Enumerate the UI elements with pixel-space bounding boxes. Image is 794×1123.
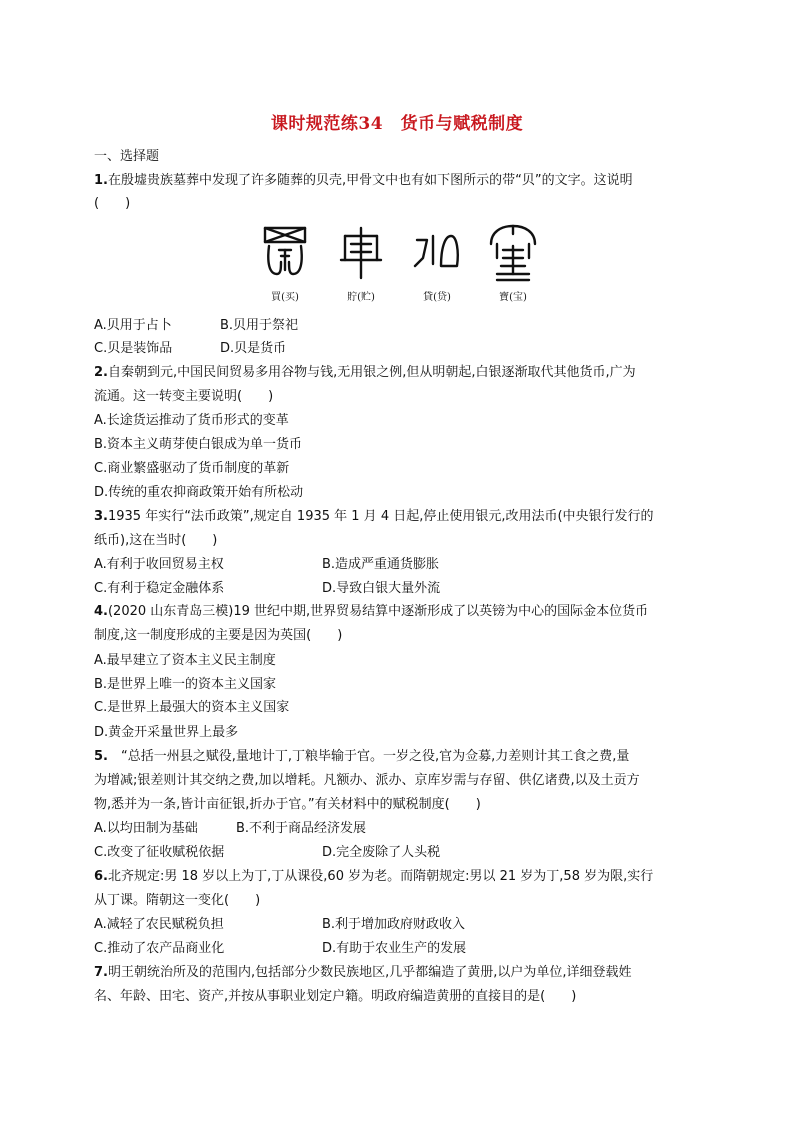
q1-option-d: D.贝是货币 <box>220 341 287 356</box>
q3-option-b: B.造成严重通货膨胀 <box>322 557 440 572</box>
q3-text-1: 1935 年实行“法币政策”,规定自 1935 年 1 月 4 日起,停止使用银元,改用法币(中央银行发行的 <box>107 509 654 524</box>
q7-text-1: 明王朝统治所及的范围内,包括部分少数民族地区,几乎都编造了黄册,以户为单位,详细登载姓 <box>107 965 632 980</box>
oracle-glyph-bao-image <box>483 222 543 284</box>
q5-option-d: D.完全废除了人头税 <box>322 845 441 860</box>
q4-line2: 制度,这一制度形成的主要是因为英国( ) <box>94 628 343 643</box>
q6-option-b: B.利于增加政府财政收入 <box>322 917 466 932</box>
q2-option-a: A.长途货运推动了货币形式的变革 <box>94 413 289 428</box>
q5-text-1: “总括一州县之赋役,量地计丁,丁粮毕输于官。一岁之役,官为佥募,力差则计其工食之费,量 <box>107 749 630 764</box>
q5-option-a: A.以均田制为基础 <box>94 821 198 836</box>
figure-caption-zhu: 貯(贮) <box>347 292 375 303</box>
q1-number: 1. <box>94 173 108 188</box>
q3-option-a: A.有利于收回贸易主权 <box>94 557 224 572</box>
q4-option-a: A.最早建立了资本主义民主制度 <box>94 653 276 668</box>
q2-option-d: D.传统的重农抑商政策开始有所松动 <box>94 485 304 500</box>
oracle-glyph-dai-image <box>407 222 467 284</box>
q4-option-c: C.是世界上最强大的资本主义国家 <box>94 700 290 715</box>
q2-text-1: 自秦朝到元,中国民间贸易多用谷物与钱,无用银之例,但从明朝起,白银逐渐取代其他货币,广为 <box>107 365 636 380</box>
q4-option-b: B.是世界上唯一的资本主义国家 <box>94 677 277 692</box>
q7-line1 <box>94 965 632 981</box>
oracle-glyph-zhu-image <box>331 222 391 284</box>
q7-number: 7. <box>94 965 108 980</box>
q6-option-d: D.有助于农业生产的发展 <box>322 941 467 956</box>
figure-caption-dai: 貸(贷) <box>423 292 451 303</box>
q2-option-b: B.资本主义萌芽使白银成为单一货币 <box>94 437 303 452</box>
figure-caption-bao: 寶(宝) <box>499 292 527 303</box>
q4-text-1: (2020 山东青岛三模)19 世纪中期,世界贸易结算中逐渐形成了以英镑为中心的国际金本位货币 <box>107 604 649 619</box>
q1-option-b: B.贝用于祭祀 <box>220 318 299 333</box>
q2-number: 2. <box>94 365 108 380</box>
q5-option-b: B.不利于商品经济发展 <box>236 821 367 836</box>
q4-number: 4. <box>94 604 108 619</box>
q6-line2: 从丁课。隋朝这一变化( ) <box>94 893 261 908</box>
q3-line2: 纸币),这在当时( ) <box>94 533 218 548</box>
q6-option-c: C.推动了农产品商业化 <box>94 941 225 956</box>
oracle-bone-figure <box>255 222 545 306</box>
q4-line1 <box>94 604 648 620</box>
section-heading: 一、选择题 <box>94 149 160 164</box>
q1-option-a: A.贝用于占卜 <box>94 318 172 333</box>
page-title: 课时规范练34 货币与赋税制度 <box>270 114 524 134</box>
q6-option-a: A.减轻了农民赋税负担 <box>94 917 224 932</box>
q5-number: 5. <box>94 749 108 764</box>
q1-line1 <box>94 173 633 189</box>
q5-line2: 为增减;银差则计其交纳之费,加以增耗。凡额办、派办、京库岁需与存留、供亿诸费,以及土贡方 <box>94 773 640 788</box>
q3-option-d: D.导致白银大量外流 <box>322 581 441 596</box>
oracle-glyph-mai-image <box>255 222 315 284</box>
q5-line3: 物,悉并为一条,皆计亩征银,折办于官。”有关材料中的赋税制度( ) <box>94 797 481 812</box>
q3-line1 <box>94 509 654 525</box>
q2-option-c: C.商业繁盛驱动了货币制度的革新 <box>94 461 290 476</box>
q1-text-1: 在殷墟贵族墓葬中发现了许多随葬的贝壳,甲骨文中也有如下图所示的带“贝”的文字。这说明 <box>107 173 633 188</box>
figure-caption-mai: 買(买) <box>271 292 299 303</box>
q5-option-c: C.改变了征收赋税依据 <box>94 845 225 860</box>
q1-option-c: C.贝是装饰品 <box>94 341 173 356</box>
q6-text-1: 北齐规定:男 18 岁以上为丁,丁从课役,60 岁为老。而隋朝规定:男以 21 岁为丁,58 岁为限,实行 <box>107 869 654 884</box>
q6-line1 <box>94 869 653 885</box>
q4-option-d: D.黄金开采量世界上最多 <box>94 725 239 740</box>
q7-line2: 名、年龄、田宅、资产,并按从事职业划定户籍。明政府编造黄册的直接目的是( ) <box>94 989 577 1004</box>
q2-line1 <box>94 365 636 381</box>
q3-option-c: C.有利于稳定金融体系 <box>94 581 225 596</box>
q5-line1 <box>94 749 629 765</box>
q2-line2: 流通。这一转变主要说明( ) <box>94 389 274 404</box>
q1-line2: ( ) <box>94 196 131 211</box>
q3-number: 3. <box>94 509 108 524</box>
q6-number: 6. <box>94 869 108 884</box>
